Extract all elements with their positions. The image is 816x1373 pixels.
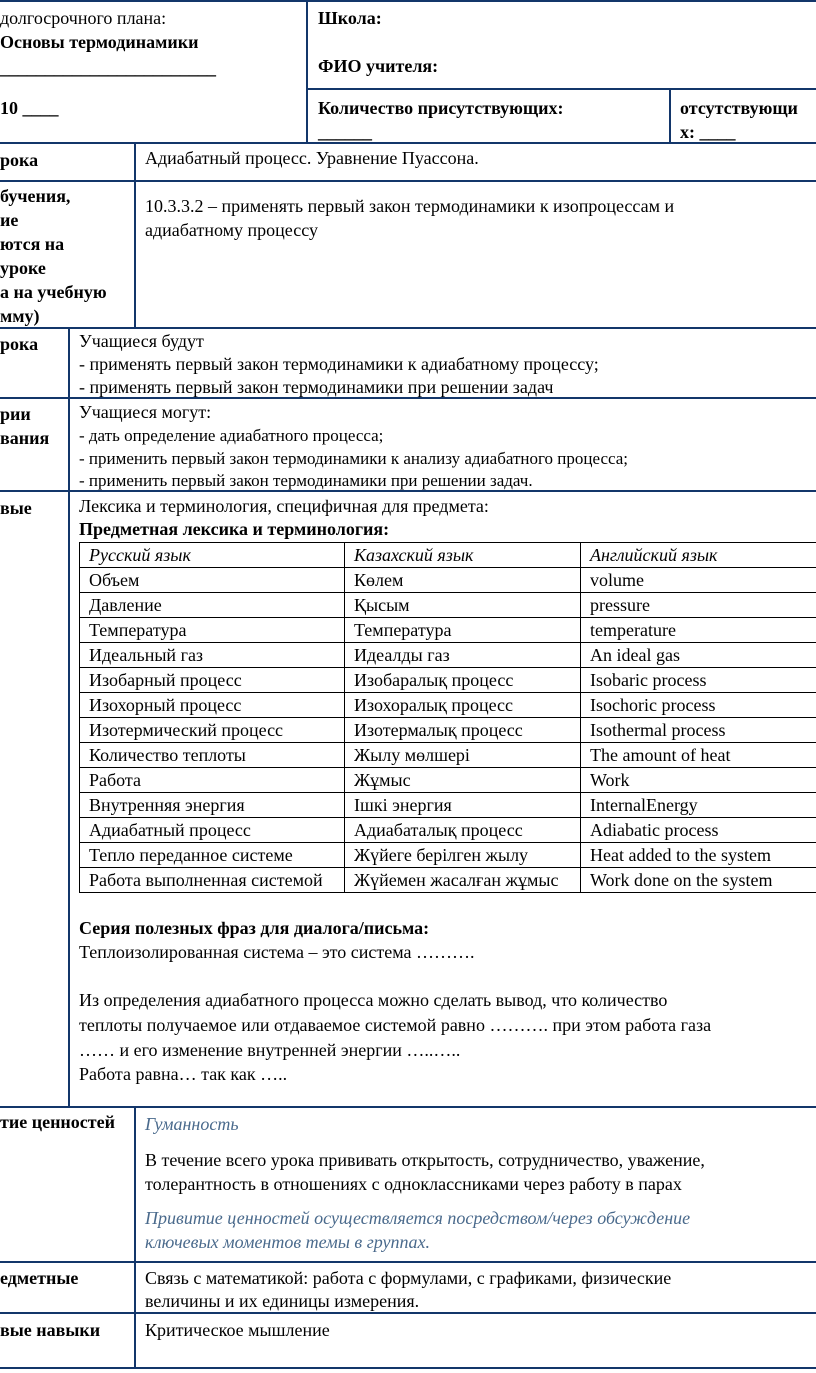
vocab-kz: Қысым bbox=[345, 593, 581, 618]
present-label: Количество присутствующих: bbox=[318, 98, 564, 118]
divider-row6 bbox=[0, 1106, 816, 1108]
vocab-en: Heat added to the system bbox=[581, 843, 816, 868]
objectives-label-4: уроке bbox=[0, 258, 46, 278]
vocab-heading: Предметная лексика и терминология: bbox=[79, 519, 390, 539]
language-intro: Лексика и терминология, специфичная для предмета: bbox=[79, 496, 489, 516]
absent-label-2: х: ____ bbox=[680, 122, 736, 142]
table-row bbox=[80, 818, 816, 843]
border-top bbox=[0, 0, 816, 2]
vocab-en: Isobaric process bbox=[581, 668, 816, 693]
objectives-label-2: ие bbox=[0, 210, 19, 230]
vocab-en: The amount of heat bbox=[581, 743, 816, 768]
divider-absent bbox=[669, 88, 671, 143]
objectives-label-1: бучения, bbox=[0, 186, 71, 206]
table-row bbox=[80, 693, 816, 718]
language-label: вые bbox=[0, 498, 32, 518]
cross-value-2: величины и их единицы измерения. bbox=[145, 1291, 420, 1311]
divider-row2 bbox=[0, 180, 816, 182]
vocab-en: InternalEnergy bbox=[581, 793, 816, 818]
values-note-2: ключевых моментов темы в группах. bbox=[145, 1232, 430, 1252]
vocab-en: Isochoric process bbox=[581, 693, 816, 718]
divider-row7 bbox=[0, 1261, 816, 1263]
divider-col-b bbox=[68, 327, 70, 1107]
vocab-ru: Тепло переданное системе bbox=[80, 843, 345, 868]
criteria-label-2: вания bbox=[0, 428, 50, 448]
table-row bbox=[80, 643, 816, 668]
vocab-en: pressure bbox=[581, 593, 816, 618]
plan-label: долгосрочного плана: bbox=[0, 8, 167, 28]
phrase-line-3: Из определения адиабатного процесса можно сделать вывод, что количество bbox=[79, 990, 668, 1010]
vocab-table bbox=[79, 542, 816, 893]
vocab-kz: Изотермалық процесс bbox=[345, 718, 581, 743]
vocab-ru: Работа bbox=[80, 768, 345, 793]
criteria-line-2: - дать определение адиабатного процесса; bbox=[79, 426, 384, 445]
cross-label: едметные bbox=[0, 1268, 79, 1288]
divider-col-c bbox=[134, 1106, 136, 1368]
vocab-header-ru: Русский язык bbox=[80, 543, 345, 568]
vocab-kz: Изобаралық процесс bbox=[345, 668, 581, 693]
values-label: тие ценностей bbox=[0, 1112, 115, 1132]
vocab-header-row bbox=[80, 543, 816, 568]
divider-header-row bbox=[306, 88, 816, 90]
vocab-kz: Көлем bbox=[345, 568, 581, 593]
criteria-line-1: Учащиеся могут: bbox=[79, 402, 212, 422]
table-row bbox=[80, 593, 816, 618]
vocab-en: temperature bbox=[581, 618, 816, 643]
vocab-kz: Жұмыс bbox=[345, 768, 581, 793]
objectives-label-3: ются на bbox=[0, 234, 65, 254]
phrase-line-5: …… и его изменение внутренней энергии …..….. bbox=[79, 1040, 461, 1060]
vocab-ru: Количество теплоты bbox=[80, 743, 345, 768]
vocab-en: volume bbox=[581, 568, 816, 593]
border-bottom bbox=[0, 1367, 816, 1369]
vocab-ru: Изобарный процесс bbox=[80, 668, 345, 693]
school-label: Школа: bbox=[318, 8, 382, 28]
objectives-value-2: адиабатному процессу bbox=[145, 220, 318, 240]
vocab-kz: Изохоралық процесс bbox=[345, 693, 581, 718]
divider-col-a bbox=[134, 142, 136, 328]
vocab-ru: Объем bbox=[80, 568, 345, 593]
criteria-line-4: - применить первый закон термодинамики при решении задач. bbox=[79, 471, 533, 490]
vocab-en: Work bbox=[581, 768, 816, 793]
teacher-label: ФИО учителя: bbox=[318, 56, 439, 76]
vocab-en: Isothermal process bbox=[581, 718, 816, 743]
phrase-line-6: Работа равна… так как ….. bbox=[79, 1064, 288, 1084]
objectives-label-6: мму) bbox=[0, 306, 40, 326]
class-label: 10 ____ bbox=[0, 98, 59, 118]
goals-line-1: Учащиеся будут bbox=[79, 331, 204, 351]
table-row bbox=[80, 868, 816, 893]
table-row bbox=[80, 768, 816, 793]
lesson-topic-label: рока bbox=[0, 150, 39, 170]
vocab-kz: Жылу мөлшері bbox=[345, 743, 581, 768]
criteria-line-3: - применить первый закон термодинамики к анализу адиабатного процесса; bbox=[79, 449, 629, 468]
phrase-line-1: Теплоизолированная система – это система ………. bbox=[79, 942, 475, 962]
values-note-1: Привитие ценностей осуществляется посредством/через обсуждение bbox=[145, 1208, 691, 1228]
skills-label: вые навыки bbox=[0, 1320, 101, 1340]
skills-value: Критическое мышление bbox=[145, 1320, 330, 1340]
vocab-kz: Идеалды газ bbox=[345, 643, 581, 668]
goals-line-2: - применять первый закон термодинамики к адиабатному процессу; bbox=[79, 354, 599, 374]
phrases-heading: Серия полезных фраз для диалога/письма: bbox=[79, 918, 430, 938]
vocab-header-kz: Казахский язык bbox=[345, 543, 581, 568]
divider-header bbox=[306, 0, 308, 143]
vocab-kz: Температура bbox=[345, 618, 581, 643]
vocab-header-en: Английский язык bbox=[581, 543, 816, 568]
table-row bbox=[80, 568, 816, 593]
vocab-en: Work done on the system bbox=[581, 868, 816, 893]
table-row bbox=[80, 668, 816, 693]
goals-label: рока bbox=[0, 334, 39, 354]
vocab-ru: Адиабатный процесс bbox=[80, 818, 345, 843]
phrase-line-4: теплоты получаемое или отдаваемое системой равно ………. при этом работа газа bbox=[79, 1015, 712, 1035]
table-row bbox=[80, 718, 816, 743]
vocab-ru: Изохорный процесс bbox=[80, 693, 345, 718]
table-row bbox=[80, 743, 816, 768]
vocab-kz: Ішкі энергия bbox=[345, 793, 581, 818]
vocab-ru: Температура bbox=[80, 618, 345, 643]
vocab-en: An ideal gas bbox=[581, 643, 816, 668]
vocab-ru: Изотермический процесс bbox=[80, 718, 345, 743]
vocab-ru: Давление bbox=[80, 593, 345, 618]
vocab-ru: Работа выполненная системой bbox=[80, 868, 345, 893]
objectives-value-1: 10.3.3.2 – применять первый закон термодинамики к изопроцессам и bbox=[145, 196, 675, 216]
vocab-en: Adiabatic process bbox=[581, 818, 816, 843]
lesson-topic-value: Адиабатный процесс. Уравнение Пуассона. bbox=[145, 148, 479, 168]
vocab-kz: Адиабаталық процесс bbox=[345, 818, 581, 843]
vocab-ru: Внутренняя энергия bbox=[80, 793, 345, 818]
vocab-kz: Жүйемен жасалған жұмыс bbox=[345, 868, 581, 893]
vocab-ru: Идеальный газ bbox=[80, 643, 345, 668]
goals-line-3: - применять первый закон термодинамики при решении задач bbox=[79, 377, 554, 397]
present-blank: ______ bbox=[318, 122, 372, 142]
vocab-kz: Жүйеге берілген жылу bbox=[345, 843, 581, 868]
values-text-1: В течение всего урока прививать открытость, сотрудничество, уважение, bbox=[145, 1150, 705, 1170]
values-text-2: толерантность в отношениях с одноклассниками через работу в парах bbox=[145, 1174, 682, 1194]
values-title: Гуманность bbox=[145, 1114, 239, 1134]
table-row bbox=[80, 618, 816, 643]
topic-title: Основы термодинамики bbox=[0, 32, 199, 52]
topic-underline: ________________________ bbox=[0, 58, 216, 78]
cross-value-1: Связь с математикой: работа с формулами, с графиками, физические bbox=[145, 1268, 672, 1288]
criteria-label-1: рии bbox=[0, 404, 31, 424]
objectives-label-5: а на учебную bbox=[0, 282, 107, 302]
table-row bbox=[80, 793, 816, 818]
table-row bbox=[80, 843, 816, 868]
absent-label-1: отсутствующи bbox=[680, 98, 798, 118]
